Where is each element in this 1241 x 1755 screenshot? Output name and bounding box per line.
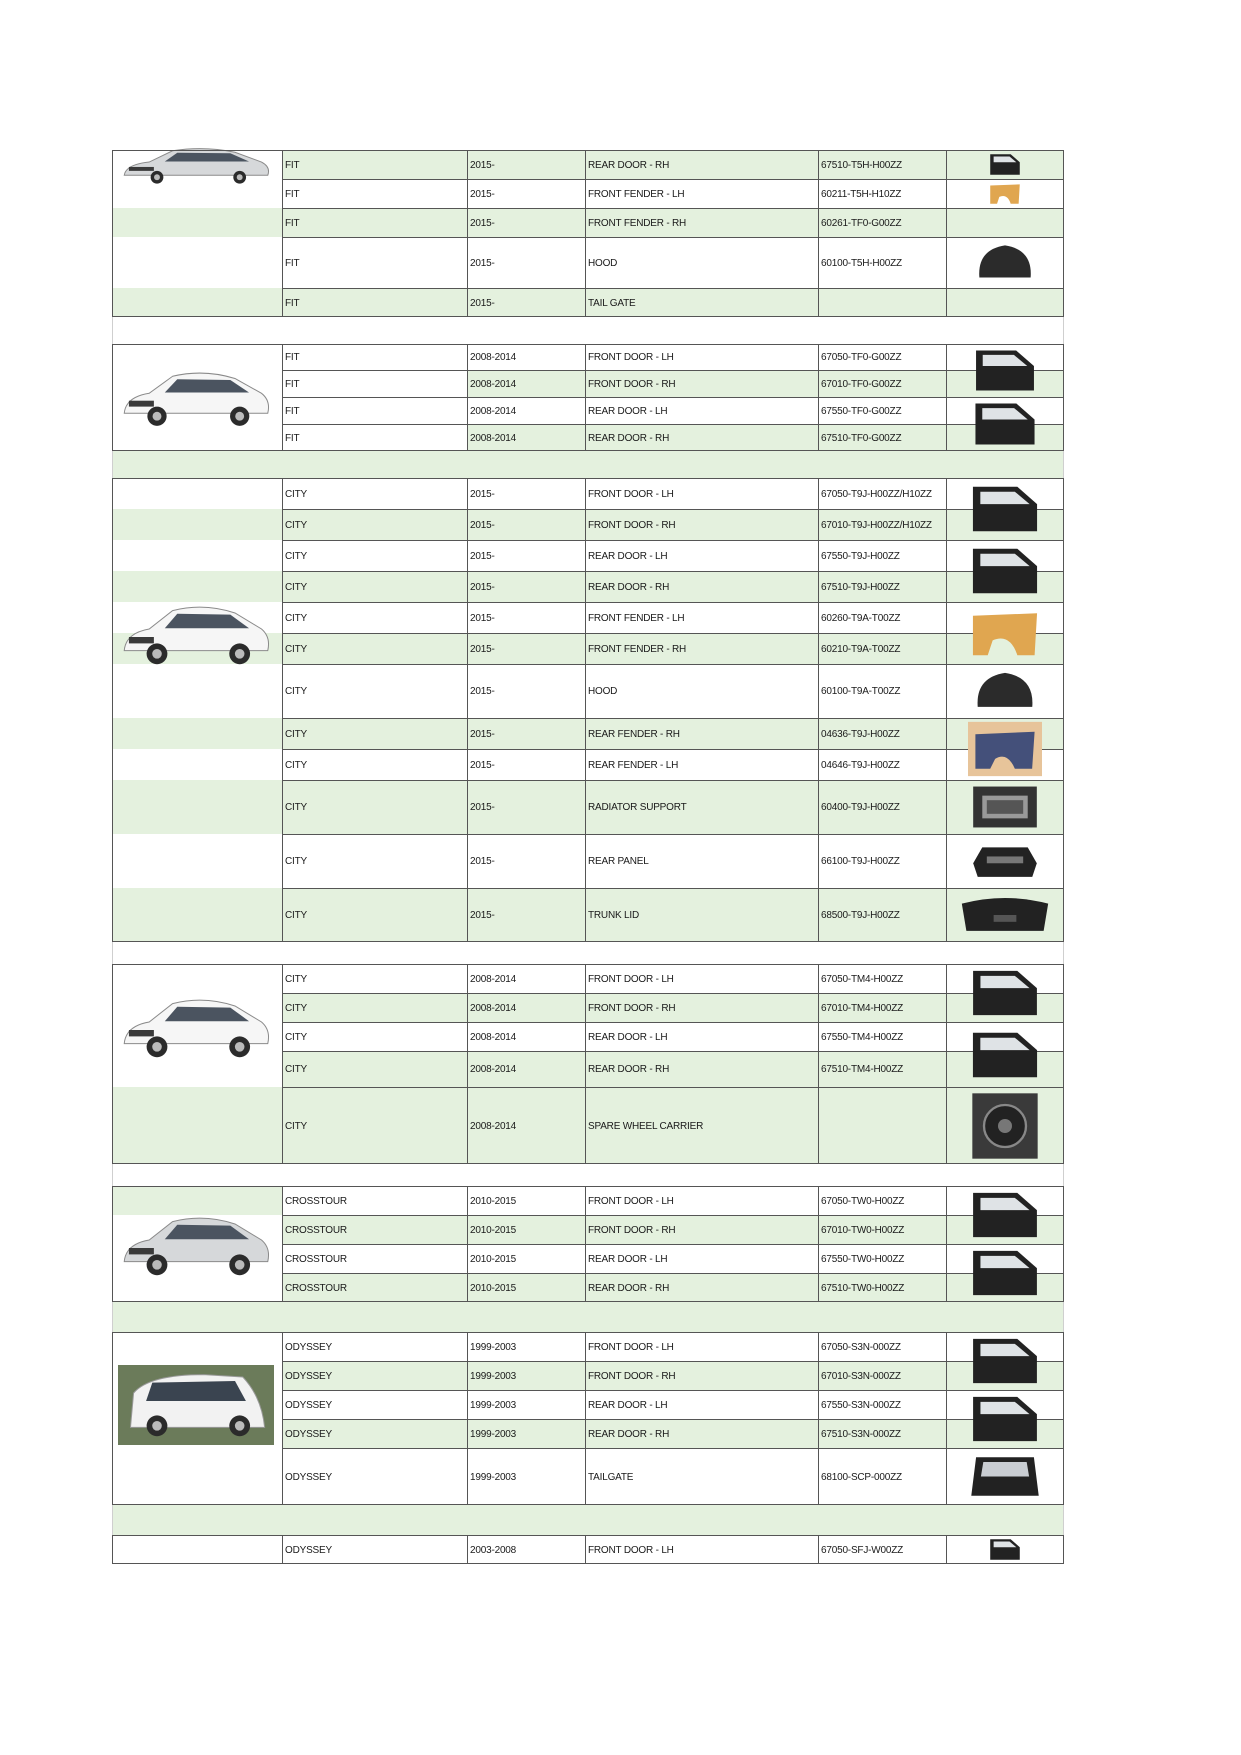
part-name-cell: FRONT FENDER - RH bbox=[585, 633, 818, 664]
model-cell: ODYSSEY bbox=[282, 1535, 467, 1564]
part-number-cell: 67050-T9J-H00ZZ/H10ZZ bbox=[818, 478, 946, 509]
part-number-cell: 67550-S3N-000ZZ bbox=[818, 1390, 946, 1419]
model-group-table bbox=[112, 1332, 1064, 1505]
model-cell: CROSSTOUR bbox=[282, 1244, 467, 1273]
part-number-cell: 60100-T5H-H00ZZ bbox=[818, 237, 946, 288]
part-name-cell: FRONT FENDER - LH bbox=[585, 602, 818, 633]
year-cell: 2015- bbox=[467, 150, 585, 179]
model-cell: CITY bbox=[282, 602, 467, 633]
year-cell: 2015- bbox=[467, 888, 585, 942]
part-name-cell: REAR DOOR - RH bbox=[585, 1273, 818, 1302]
model-cell: ODYSSEY bbox=[282, 1361, 467, 1390]
part-name-cell: FRONT DOOR - RH bbox=[585, 993, 818, 1022]
year-cell: 1999-2003 bbox=[467, 1448, 585, 1505]
year-cell: 2015- bbox=[467, 834, 585, 888]
part-name-cell: FRONT DOOR - LH bbox=[585, 1332, 818, 1361]
year-cell: 2015- bbox=[467, 749, 585, 780]
part-number-cell: 67550-TW0-H00ZZ bbox=[818, 1244, 946, 1273]
part-number-cell: 60211-T5H-H10ZZ bbox=[818, 179, 946, 208]
year-cell: 1999-2003 bbox=[467, 1332, 585, 1361]
part-name-cell: FRONT DOOR - LH bbox=[585, 1186, 818, 1215]
part-number-cell: 67010-TW0-H00ZZ bbox=[818, 1215, 946, 1244]
year-cell: 2008-2014 bbox=[467, 424, 585, 451]
model-cell: ODYSSEY bbox=[282, 1419, 467, 1448]
year-cell: 2015- bbox=[467, 288, 585, 317]
model-group-table bbox=[112, 150, 1064, 317]
model-cell: FIT bbox=[282, 370, 467, 397]
model-group-table bbox=[112, 964, 1064, 1164]
part-number-cell: 67010-TF0-G00ZZ bbox=[818, 370, 946, 397]
model-cell: FIT bbox=[282, 179, 467, 208]
model-cell: CITY bbox=[282, 964, 467, 993]
part-name-cell: FRONT DOOR - RH bbox=[585, 370, 818, 397]
part-number-cell: 67010-S3N-000ZZ bbox=[818, 1361, 946, 1390]
model-cell: ODYSSEY bbox=[282, 1332, 467, 1361]
model-cell: CITY bbox=[282, 780, 467, 834]
part-name-cell: REAR DOOR - RH bbox=[585, 571, 818, 602]
year-cell: 2015- bbox=[467, 540, 585, 571]
group-spacer bbox=[112, 1164, 1064, 1186]
part-number-cell: 67550-T9J-H00ZZ bbox=[818, 540, 946, 571]
part-name-cell: RADIATOR SUPPORT bbox=[585, 780, 818, 834]
part-number-cell: 60210-T9A-T00ZZ bbox=[818, 633, 946, 664]
part-name-cell: REAR DOOR - LH bbox=[585, 1390, 818, 1419]
year-cell: 1999-2003 bbox=[467, 1390, 585, 1419]
part-name-cell: TRUNK LID bbox=[585, 888, 818, 942]
part-number-cell: 67050-S3N-000ZZ bbox=[818, 1332, 946, 1361]
group-spacer bbox=[112, 1505, 1064, 1535]
model-cell: CITY bbox=[282, 571, 467, 602]
part-number-cell: 66100-T9J-H00ZZ bbox=[818, 834, 946, 888]
part-number-cell: 04646-T9J-H00ZZ bbox=[818, 749, 946, 780]
model-cell: FIT bbox=[282, 397, 467, 424]
model-cell: CROSSTOUR bbox=[282, 1273, 467, 1302]
model-cell: FIT bbox=[282, 237, 467, 288]
part-number-cell: 60400-T9J-H00ZZ bbox=[818, 780, 946, 834]
year-cell: 2003-2008 bbox=[467, 1535, 585, 1564]
year-cell: 2015- bbox=[467, 571, 585, 602]
part-number-cell: 60261-TF0-G00ZZ bbox=[818, 208, 946, 237]
model-group-table bbox=[112, 1535, 1064, 1564]
year-cell: 2015- bbox=[467, 237, 585, 288]
part-number-cell: 67050-TF0-G00ZZ bbox=[818, 344, 946, 370]
part-number-cell: 67510-TW0-H00ZZ bbox=[818, 1273, 946, 1302]
year-cell: 2008-2014 bbox=[467, 1087, 585, 1164]
model-cell: FIT bbox=[282, 150, 467, 179]
model-cell: CITY bbox=[282, 834, 467, 888]
model-cell: CITY bbox=[282, 718, 467, 749]
model-cell: CITY bbox=[282, 664, 467, 718]
model-cell: CROSSTOUR bbox=[282, 1186, 467, 1215]
model-cell: CITY bbox=[282, 1022, 467, 1051]
year-cell: 2008-2014 bbox=[467, 964, 585, 993]
model-cell: FIT bbox=[282, 288, 467, 317]
part-name-cell: REAR DOOR - LH bbox=[585, 1022, 818, 1051]
part-name-cell: FRONT DOOR - LH bbox=[585, 1535, 818, 1564]
part-number-cell: 68500-T9J-H00ZZ bbox=[818, 888, 946, 942]
year-cell: 2008-2014 bbox=[467, 344, 585, 370]
model-cell: CITY bbox=[282, 1051, 467, 1087]
part-name-cell: FRONT FENDER - LH bbox=[585, 179, 818, 208]
model-cell: ODYSSEY bbox=[282, 1390, 467, 1419]
model-cell: CITY bbox=[282, 888, 467, 942]
model-cell: ODYSSEY bbox=[282, 1448, 467, 1505]
part-number-cell: 67550-TM4-H00ZZ bbox=[818, 1022, 946, 1051]
model-cell: CITY bbox=[282, 993, 467, 1022]
model-cell: FIT bbox=[282, 344, 467, 370]
year-cell: 2015- bbox=[467, 478, 585, 509]
part-name-cell: REAR FENDER - LH bbox=[585, 749, 818, 780]
year-cell: 2008-2014 bbox=[467, 370, 585, 397]
part-name-cell: HOOD bbox=[585, 664, 818, 718]
part-number-cell: 60260-T9A-T00ZZ bbox=[818, 602, 946, 633]
part-name-cell: SPARE WHEEL CARRIER bbox=[585, 1087, 818, 1164]
group-spacer bbox=[112, 317, 1064, 344]
model-cell: CROSSTOUR bbox=[282, 1215, 467, 1244]
part-name-cell: REAR PANEL bbox=[585, 834, 818, 888]
model-cell: CITY bbox=[282, 509, 467, 540]
part-number-cell: 67510-TF0-G00ZZ bbox=[818, 424, 946, 451]
part-number-cell: 67010-TM4-H00ZZ bbox=[818, 993, 946, 1022]
part-name-cell: REAR DOOR - LH bbox=[585, 1244, 818, 1273]
year-cell: 2008-2014 bbox=[467, 993, 585, 1022]
part-number-cell: 67510-T5H-H00ZZ bbox=[818, 150, 946, 179]
part-number-cell: 67050-SFJ-W00ZZ bbox=[818, 1535, 946, 1564]
part-name-cell: FRONT FENDER - RH bbox=[585, 208, 818, 237]
model-cell: FIT bbox=[282, 424, 467, 451]
year-cell: 2015- bbox=[467, 718, 585, 749]
model-group-table bbox=[112, 1186, 1064, 1302]
year-cell: 2015- bbox=[467, 602, 585, 633]
part-number-cell: 67050-TW0-H00ZZ bbox=[818, 1186, 946, 1215]
part-name-cell: FRONT DOOR - RH bbox=[585, 509, 818, 540]
part-name-cell: REAR DOOR - LH bbox=[585, 540, 818, 571]
part-number-cell: 67510-T9J-H00ZZ bbox=[818, 571, 946, 602]
year-cell: 2015- bbox=[467, 179, 585, 208]
model-cell: FIT bbox=[282, 208, 467, 237]
model-cell: CITY bbox=[282, 1087, 467, 1164]
year-cell: 2015- bbox=[467, 664, 585, 718]
part-name-cell: FRONT DOOR - RH bbox=[585, 1361, 818, 1390]
part-name-cell: TAILGATE bbox=[585, 1448, 818, 1505]
model-cell: CITY bbox=[282, 540, 467, 571]
part-name-cell: REAR DOOR - RH bbox=[585, 424, 818, 451]
part-number-cell: 68100-SCP-000ZZ bbox=[818, 1448, 946, 1505]
model-group-table bbox=[112, 344, 1064, 451]
group-spacer bbox=[112, 1302, 1064, 1332]
year-cell: 2010-2015 bbox=[467, 1273, 585, 1302]
year-cell: 2010-2015 bbox=[467, 1215, 585, 1244]
part-name-cell: FRONT DOOR - LH bbox=[585, 478, 818, 509]
part-name-cell: HOOD bbox=[585, 237, 818, 288]
model-cell: CITY bbox=[282, 749, 467, 780]
part-number-cell: 67510-TM4-H00ZZ bbox=[818, 1051, 946, 1087]
year-cell: 2010-2015 bbox=[467, 1244, 585, 1273]
year-cell: 2008-2014 bbox=[467, 1051, 585, 1087]
part-number-cell: 67510-S3N-000ZZ bbox=[818, 1419, 946, 1448]
group-spacer bbox=[112, 451, 1064, 478]
part-number-cell: 60100-T9A-T00ZZ bbox=[818, 664, 946, 718]
part-name-cell: TAIL GATE bbox=[585, 288, 818, 317]
year-cell: 2010-2015 bbox=[467, 1186, 585, 1215]
year-cell: 2008-2014 bbox=[467, 1022, 585, 1051]
year-cell: 1999-2003 bbox=[467, 1419, 585, 1448]
year-cell: 2015- bbox=[467, 780, 585, 834]
part-name-cell: FRONT DOOR - LH bbox=[585, 964, 818, 993]
model-group-table bbox=[112, 478, 1064, 942]
part-name-cell: REAR DOOR - RH bbox=[585, 1419, 818, 1448]
part-number-cell: 67050-TM4-H00ZZ bbox=[818, 964, 946, 993]
part-name-cell: REAR DOOR - LH bbox=[585, 397, 818, 424]
year-cell: 2008-2014 bbox=[467, 397, 585, 424]
part-name-cell: REAR DOOR - RH bbox=[585, 1051, 818, 1087]
part-name-cell: REAR DOOR - RH bbox=[585, 150, 818, 179]
year-cell: 2015- bbox=[467, 633, 585, 664]
part-name-cell: FRONT DOOR - RH bbox=[585, 1215, 818, 1244]
year-cell: 2015- bbox=[467, 208, 585, 237]
part-number-cell: 67010-T9J-H00ZZ/H10ZZ bbox=[818, 509, 946, 540]
part-name-cell: REAR FENDER - RH bbox=[585, 718, 818, 749]
model-cell: CITY bbox=[282, 478, 467, 509]
group-spacer bbox=[112, 942, 1064, 964]
part-name-cell: FRONT DOOR - LH bbox=[585, 344, 818, 370]
part-number-cell: 04636-T9J-H00ZZ bbox=[818, 718, 946, 749]
year-cell: 2015- bbox=[467, 509, 585, 540]
part-number-cell: 67550-TF0-G00ZZ bbox=[818, 397, 946, 424]
model-cell: CITY bbox=[282, 633, 467, 664]
year-cell: 1999-2003 bbox=[467, 1361, 585, 1390]
